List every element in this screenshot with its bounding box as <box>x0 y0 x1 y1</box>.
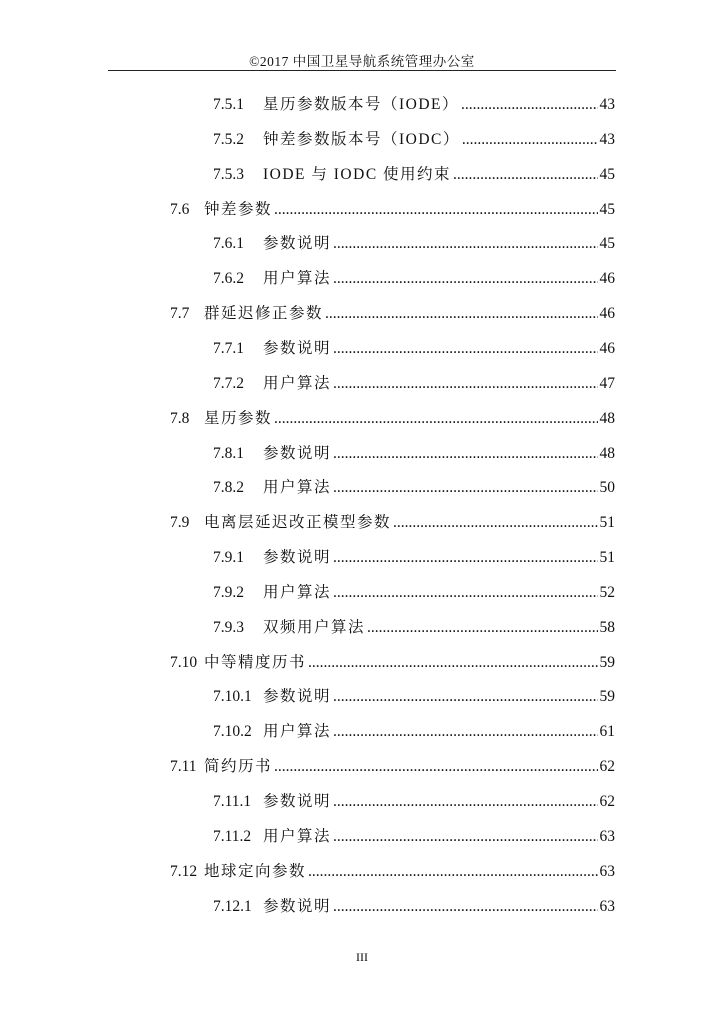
toc-entry-page: 46 <box>599 340 615 357</box>
toc-entry-number: 7.8.1 <box>213 445 244 462</box>
toc-entry-number: 7.10 <box>170 654 198 671</box>
toc-entry-number: 7.11 <box>170 758 197 775</box>
toc-entry-number: 7.5.1 <box>213 96 244 113</box>
toc-entry[interactable] <box>213 581 615 605</box>
toc-entry-title: IODE 与 IODC 使用约束 <box>263 166 452 183</box>
toc-entry[interactable] <box>213 616 615 640</box>
toc-entry-number: 7.6 <box>170 201 190 218</box>
toc-entry-page: 50 <box>599 479 615 496</box>
toc-dot-leader <box>333 372 597 396</box>
toc-entry-number: 7.10.1 <box>213 688 252 705</box>
toc-dot-leader <box>461 93 597 117</box>
toc-entry-number: 7.5.2 <box>213 131 244 148</box>
toc-entry-title: 星历参数版本号（IODE） <box>263 96 460 113</box>
toc-entry-title: 参数说明 <box>263 688 332 705</box>
toc-entry[interactable] <box>213 442 615 466</box>
toc-entry-page: 48 <box>599 445 615 462</box>
header-rule <box>108 70 616 71</box>
toc-entry-number: 7.9.1 <box>213 549 244 566</box>
toc-entry-title: 星历参数 <box>204 410 273 427</box>
toc-entry-title: 参数说明 <box>263 445 332 462</box>
toc-entry[interactable] <box>213 128 615 152</box>
toc-entry-title: 参数说明 <box>263 340 332 357</box>
toc-entry[interactable] <box>213 163 615 187</box>
toc-entry-page: 47 <box>599 375 615 392</box>
toc-entry-page: 59 <box>599 654 615 671</box>
toc-dot-leader <box>333 720 597 744</box>
toc-entry-number: 7.8.2 <box>213 479 244 496</box>
toc-entry-title: 地球定向参数 <box>204 863 307 880</box>
toc-entry-page: 46 <box>599 305 615 322</box>
toc-entry-page: 62 <box>599 793 615 810</box>
toc-entry-number: 7.5.3 <box>213 166 244 183</box>
toc-entry-page: 52 <box>599 584 615 601</box>
toc-entry-title: 参数说明 <box>263 235 332 252</box>
toc-dot-leader <box>393 511 597 535</box>
toc-dot-leader <box>367 616 597 640</box>
toc-entry[interactable] <box>213 825 615 849</box>
toc-entry-page: 51 <box>599 514 615 531</box>
toc-entry-page: 63 <box>599 863 615 880</box>
toc-entry-page: 45 <box>599 166 615 183</box>
toc-entry-number: 7.11.1 <box>213 793 252 810</box>
toc-entry-title: 参数说明 <box>263 793 332 810</box>
toc-entry-page: 58 <box>599 619 615 636</box>
toc-entry[interactable] <box>213 267 615 291</box>
toc-entry-page: 59 <box>599 688 615 705</box>
toc-entry-number: 7.6.2 <box>213 270 244 287</box>
toc-dot-leader <box>462 128 598 152</box>
toc-entry-number: 7.6.1 <box>213 235 244 252</box>
toc-entry-page: 63 <box>599 828 615 845</box>
toc-entry-title: 钟差参数 <box>204 201 273 218</box>
toc-dot-leader <box>333 581 597 605</box>
toc-entry-title: 参数说明 <box>263 898 332 915</box>
toc-entry[interactable] <box>213 895 615 919</box>
toc-entry-title: 用户算法 <box>263 270 332 287</box>
toc-entry-title: 群延迟修正参数 <box>204 305 324 322</box>
toc-dot-leader <box>333 232 597 256</box>
toc-entry-page: 45 <box>599 235 615 252</box>
toc-dot-leader <box>333 825 597 849</box>
page-header: ©2017 中国卫星导航系统管理办公室 <box>249 54 475 69</box>
toc-entry-title: 用户算法 <box>263 375 332 392</box>
toc-entry[interactable] <box>170 860 615 884</box>
toc-entry-title: 用户算法 <box>263 828 332 845</box>
toc-entry-page: 46 <box>599 270 615 287</box>
toc-dot-leader <box>333 895 597 919</box>
toc-entry[interactable] <box>213 720 615 744</box>
toc-dot-leader <box>333 546 597 570</box>
toc-dot-leader <box>308 651 597 675</box>
page-number: III <box>356 950 368 964</box>
toc-entry[interactable] <box>213 476 615 500</box>
toc-entry-page: 45 <box>599 201 615 218</box>
toc-entry-number: 7.12.1 <box>213 898 252 915</box>
toc-dot-leader <box>333 790 597 814</box>
toc-entry[interactable] <box>170 407 615 431</box>
toc-dot-leader <box>274 755 597 779</box>
toc-entry[interactable] <box>170 198 615 222</box>
toc-entry-page: 63 <box>599 898 615 915</box>
toc-entry-title: 参数说明 <box>263 549 332 566</box>
toc-entry[interactable] <box>170 651 615 675</box>
toc-dot-leader <box>333 267 597 291</box>
toc-dot-leader <box>333 476 597 500</box>
toc-entry-number: 7.7 <box>170 305 190 322</box>
toc-entry-title: 中等精度历书 <box>204 654 307 671</box>
toc-entry-number: 7.9.3 <box>213 619 244 636</box>
toc-entry-title: 用户算法 <box>263 479 332 496</box>
toc-entry[interactable] <box>213 790 615 814</box>
toc-dot-leader <box>333 685 597 709</box>
toc-entry[interactable] <box>213 232 615 256</box>
toc-dot-leader <box>274 198 597 222</box>
toc-entry-number: 7.12 <box>170 863 198 880</box>
toc-entry[interactable] <box>213 93 615 117</box>
toc-dot-leader <box>453 163 597 187</box>
toc-dot-leader <box>333 337 597 361</box>
toc-entry-number: 7.9.2 <box>213 584 244 601</box>
toc-entry-page: 48 <box>599 410 615 427</box>
toc-entry-number: 7.8 <box>170 410 190 427</box>
toc-entry-page: 43 <box>599 131 615 148</box>
toc-entry-title: 用户算法 <box>263 584 332 601</box>
toc-entry-number: 7.7.1 <box>213 340 244 357</box>
toc-entry-number: 7.7.2 <box>213 375 244 392</box>
toc-dot-leader <box>333 442 597 466</box>
toc-entry[interactable] <box>170 755 615 779</box>
toc-entry-title: 电离层延迟改正模型参数 <box>204 514 392 531</box>
toc-entry-title: 钟差参数版本号（IODC） <box>263 131 460 148</box>
toc-entry-number: 7.11.2 <box>213 828 252 845</box>
toc-entry[interactable] <box>213 372 615 396</box>
toc-dot-leader <box>308 860 597 884</box>
toc-entry-number: 7.9 <box>170 514 190 531</box>
toc-entry-page: 62 <box>599 758 615 775</box>
toc-entry[interactable] <box>213 685 615 709</box>
toc-entry-page: 61 <box>599 723 615 740</box>
toc-dot-leader <box>274 407 597 431</box>
toc-entry-title: 简约历书 <box>204 758 273 775</box>
toc-dot-leader <box>325 302 597 326</box>
toc-entry-title: 用户算法 <box>263 723 332 740</box>
toc-entry-page: 43 <box>599 96 615 113</box>
toc-entry[interactable] <box>213 546 615 570</box>
toc-entry-page: 51 <box>599 549 615 566</box>
toc-entry-title: 双频用户算法 <box>263 619 366 636</box>
toc-entry[interactable] <box>170 302 615 326</box>
toc-entry[interactable] <box>170 511 615 535</box>
toc-entry-number: 7.10.2 <box>213 723 252 740</box>
toc-entry[interactable] <box>213 337 615 361</box>
